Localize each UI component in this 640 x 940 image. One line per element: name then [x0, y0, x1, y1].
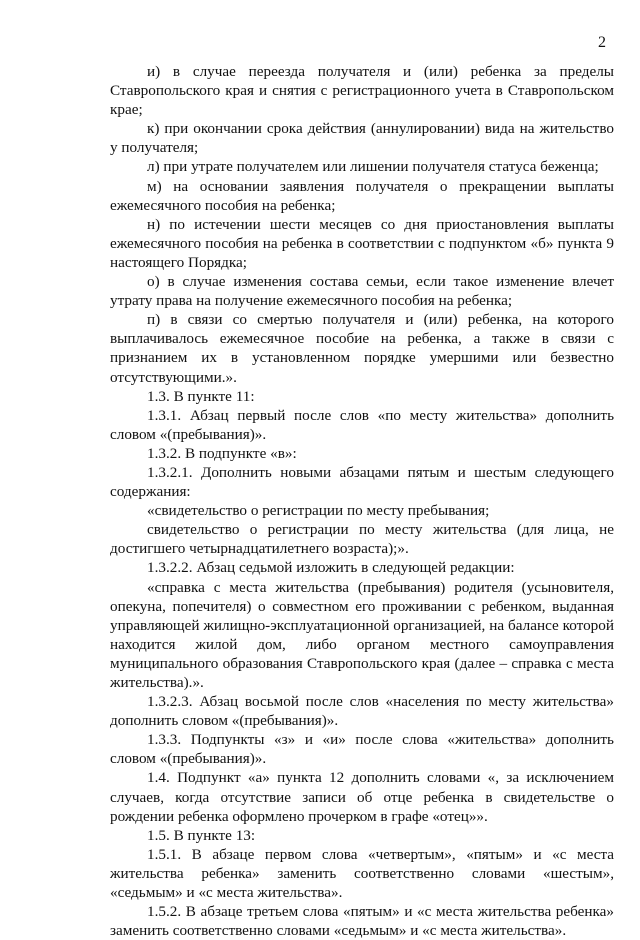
item-1-4: 1.4. Подпункт «а» пункта 12 дополнить словами «, за исключением случаев, когда отсутствие записи об отце ребенка в свидетельстве о рождении ребенка оформлено прочерком в графе «отец»». — [110, 769, 614, 825]
paragraph-n: н) по истечении шести месяцев со дня приостановления выплаты ежемесячного пособия на ребенка в соответствии с подпунктом «б» пункта 9 настоящего Порядка; — [110, 215, 614, 271]
paragraph-p: п) в связи со смертью получателя и (или) ребенка, на которого выплачивалось ежемесячное пособие на ребенка, а также в связи с признанием их в установленном порядке умершими или безвестно отсутствующими.». — [110, 311, 614, 386]
item-1-5-1: 1.5.1. В абзаце первом слова «четвертым», «пятым» и «с места жительства ребенка» заменить соответственно словами «шестым», «седьмым» и «с места жительства». — [110, 845, 614, 902]
paragraph-l: л) при утрате получателем или лишении получателя статуса беженца; — [147, 158, 599, 176]
paragraph-o: о) в случае изменения состава семьи, если такое изменение влечет утрату права на получение ежемесячного пособия на ребенка; — [110, 273, 614, 310]
item-1-3-2-2: 1.3.2.2. Абзац седьмой изложить в следующей редакции: — [147, 559, 515, 577]
paragraph-m: м) на основании заявления получателя о прекращении выплаты ежемесячного пособия на ребенка; — [110, 177, 614, 214]
paragraph-i: и) в случае переезда получателя и (или) ребенка за пределы Ставропольского края и снятия с регистрационного учета в Ставропольском крае; — [110, 63, 614, 119]
page-number: 2 — [598, 34, 606, 51]
item-1-3-2-heading: 1.3.2. В подпункте «в»: — [147, 444, 297, 462]
quote-residence-certificate: «справка с места жительства (пребывания) родителя (усыновителя, опекуна, попечителя) о совместном его проживании с ребенком, выданная управляющей жилищно-эксплуатационной организацией, на балансе которой находится жилой дом, либо органом местного самоуправления муниципального образования Ставропольского края (далее – справка с места жительства).». — [110, 578, 614, 691]
item-1-3-1: 1.3.1. Абзац первый после слов «по месту жительства» дополнить словом «(пребывания)». — [110, 406, 614, 443]
section-1-3-heading: 1.3. В пункте 11: — [147, 387, 255, 405]
section-1-5-heading: 1.5. В пункте 13: — [147, 826, 256, 844]
item-1-3-2-3: 1.3.2.3. Абзац восьмой после слов «населения по месту жительства» дополнить словом «(пребывания)». — [110, 693, 614, 730]
item-1-5-2: 1.5.2. В абзаце третьем слова «пятым» и «с места жительства ребенка» заменить соответственно словами «седьмым» и «с места жительства». — [110, 903, 614, 940]
item-1-3-2-1: 1.3.2.1. Дополнить новыми абзацами пятым и шестым следующего содержания: — [110, 463, 614, 501]
paragraph-k: к) при окончании срока действия (аннулировании) вида на жительство у получателя; — [110, 120, 614, 157]
quote-registration-stay: «свидетельство о регистрации по месту пребывания; — [147, 502, 490, 520]
quote-registration-residence: свидетельство о регистрации по месту жительства (для лица, не достигшего четырнадцатилетнего возраста);». — [110, 521, 614, 558]
document-body — [110, 62, 614, 940]
item-1-3-3: 1.3.3. Подпункты «з» и «и» после слова «жительства» дополнить словом «(пребывания)». — [110, 731, 614, 768]
